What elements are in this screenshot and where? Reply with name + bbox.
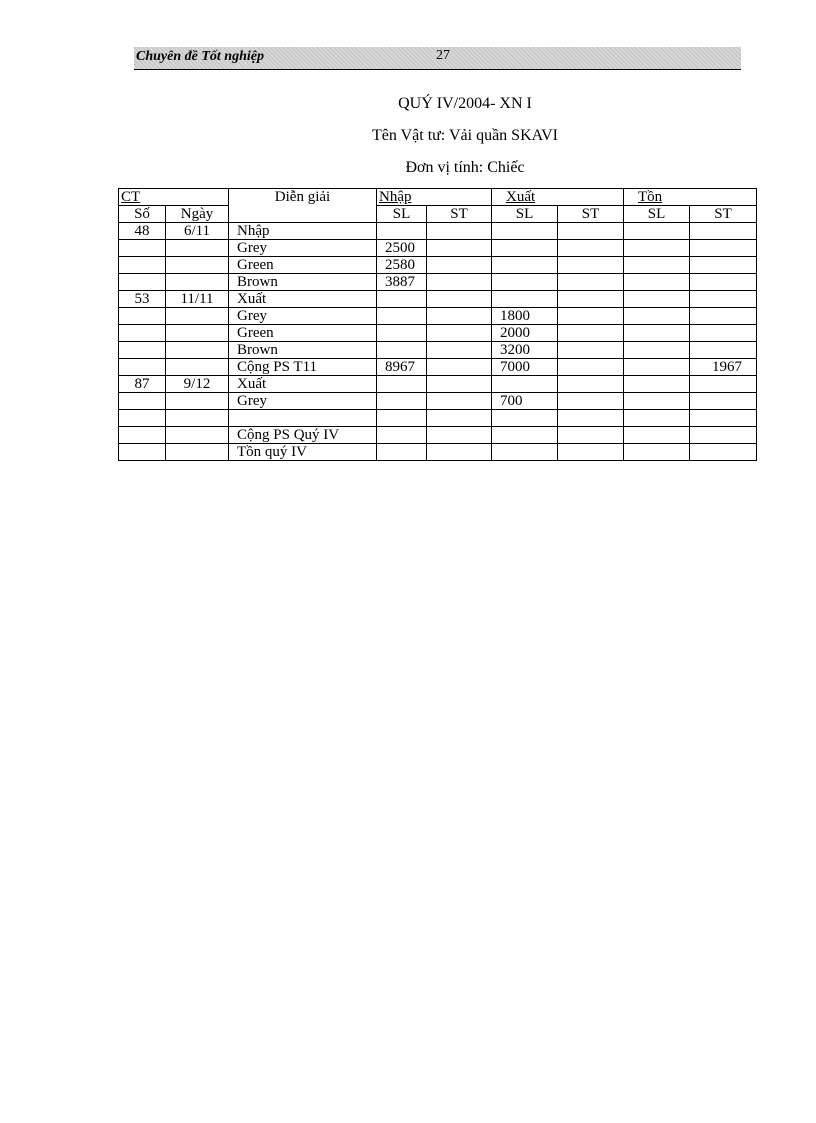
cell-ton-sl [624, 291, 690, 308]
cell-nhap-sl [377, 291, 427, 308]
cell-nhap-sl: 2580 [377, 257, 427, 274]
cell-ton-sl [624, 240, 690, 257]
cell-ton-sl [624, 444, 690, 461]
cell-xuat-st [558, 427, 624, 444]
cell-dien-giai: Grey [229, 393, 377, 410]
cell-xuat-st [558, 240, 624, 257]
cell-dien-giai: Brown [229, 342, 377, 359]
cell-ton-st [690, 240, 757, 257]
cell-xuat-st [558, 359, 624, 376]
subheader-ton-st: ST [690, 206, 757, 223]
cell-xuat-sl [492, 427, 558, 444]
table-row [119, 240, 757, 257]
cell-ton-st [690, 376, 757, 393]
cell-xuat-sl: 700 [492, 393, 558, 410]
cell-ton-st [690, 291, 757, 308]
cell-ngay: 6/11 [166, 223, 229, 240]
table-row [119, 223, 757, 240]
header-row-subcolumns [119, 206, 757, 223]
cell-xuat-sl [492, 257, 558, 274]
table-row [119, 308, 757, 325]
cell-nhap-sl [377, 342, 427, 359]
cell-nhap-st [427, 257, 492, 274]
cell-dien-giai: Nhập [229, 223, 377, 240]
cell-dien-giai: Grey [229, 308, 377, 325]
cell-ton-st [690, 274, 757, 291]
cell-ton-sl [624, 223, 690, 240]
unit-of-measure: Đơn vị tính: Chiếc [405, 159, 525, 176]
cell-ton-sl [624, 376, 690, 393]
page-header [134, 47, 741, 70]
header-xuat: Xuất [492, 189, 624, 206]
cell-nhap-sl [377, 444, 427, 461]
cell-xuat-st [558, 257, 624, 274]
cell-ngay [166, 393, 229, 410]
cell-nhap-sl [377, 376, 427, 393]
cell-dien-giai: Cộng PS T11 [229, 359, 377, 376]
cell-ton-sl [624, 393, 690, 410]
cell-ton-st [690, 444, 757, 461]
cell-nhap-st [427, 223, 492, 240]
cell-xuat-st [558, 308, 624, 325]
period-title: QUÝ IV/2004- XN I [398, 95, 532, 112]
cell-xuat-sl [492, 240, 558, 257]
cell-nhap-sl [377, 427, 427, 444]
cell-xuat-st [558, 342, 624, 359]
table-row [119, 427, 757, 444]
cell-ngay: 11/11 [166, 291, 229, 308]
cell-xuat-sl [492, 291, 558, 308]
cell-xuat-st [558, 291, 624, 308]
cell-dien-giai: Green [229, 325, 377, 342]
header-row-groups [119, 189, 757, 206]
cell-nhap-sl [377, 393, 427, 410]
cell-dien-giai: Green [229, 257, 377, 274]
cell-nhap-sl [377, 325, 427, 342]
cell-ngay [166, 325, 229, 342]
cell-nhap-st [427, 410, 492, 427]
cell-xuat-st [558, 325, 624, 342]
cell-so [119, 410, 166, 427]
cell-xuat-sl: 2000 [492, 325, 558, 342]
cell-ton-st: 1967 [690, 359, 757, 376]
cell-nhap-st [427, 393, 492, 410]
cell-ton-sl [624, 342, 690, 359]
cell-nhap-st [427, 444, 492, 461]
header-ton: Tồn [624, 189, 757, 206]
cell-dien-giai: Cộng PS Quý IV [229, 427, 377, 444]
cell-nhap-st [427, 325, 492, 342]
cell-xuat-sl [492, 376, 558, 393]
cell-xuat-st [558, 274, 624, 291]
cell-nhap-st [427, 376, 492, 393]
cell-ngay [166, 410, 229, 427]
cell-so [119, 274, 166, 291]
cell-ton-sl [624, 257, 690, 274]
cell-nhap-sl: 8967 [377, 359, 427, 376]
cell-xuat-st [558, 376, 624, 393]
cell-ngay [166, 359, 229, 376]
cell-ton-sl [624, 308, 690, 325]
cell-ton-st [690, 427, 757, 444]
cell-nhap-st [427, 308, 492, 325]
cell-ngay [166, 308, 229, 325]
cell-ngay [166, 444, 229, 461]
cell-nhap-st [427, 427, 492, 444]
subheader-ngay: Ngày [166, 206, 229, 223]
table-row [119, 257, 757, 274]
cell-dien-giai: Brown [229, 274, 377, 291]
subheader-nhap-sl: SL [377, 206, 427, 223]
table-row [119, 291, 757, 308]
cell-so: 48 [119, 223, 166, 240]
cell-dien-giai [229, 410, 377, 427]
cell-nhap-sl: 2500 [377, 240, 427, 257]
cell-ton-st [690, 342, 757, 359]
cell-so [119, 240, 166, 257]
cell-xuat-sl [492, 444, 558, 461]
cell-ton-sl [624, 427, 690, 444]
table-row [119, 359, 757, 376]
cell-nhap-st [427, 291, 492, 308]
cell-nhap-st [427, 274, 492, 291]
header-ct: CT [119, 189, 229, 206]
table-row [119, 342, 757, 359]
subheader-xuat-sl: SL [492, 206, 558, 223]
cell-ton-sl [624, 325, 690, 342]
subheader-ton-sl: SL [624, 206, 690, 223]
cell-xuat-sl: 1800 [492, 308, 558, 325]
cell-so [119, 308, 166, 325]
material-name: Tên Vật tư: Vải quần SKAVI [372, 127, 558, 144]
cell-so [119, 427, 166, 444]
cell-nhap-st [427, 342, 492, 359]
inventory-ledger-table [118, 188, 757, 461]
subheader-xuat-st: ST [558, 206, 624, 223]
subheader-nhap-st: ST [427, 206, 492, 223]
cell-ngay [166, 342, 229, 359]
cell-xuat-sl [492, 410, 558, 427]
table-row [119, 393, 757, 410]
cell-ngay: 9/12 [166, 376, 229, 393]
cell-ton-st [690, 308, 757, 325]
cell-so [119, 359, 166, 376]
cell-ngay [166, 427, 229, 444]
table-row [119, 444, 757, 461]
cell-nhap-sl: 3887 [377, 274, 427, 291]
table-row [119, 274, 757, 291]
table-row [119, 325, 757, 342]
cell-xuat-sl [492, 223, 558, 240]
cell-xuat-st [558, 223, 624, 240]
cell-dien-giai: Grey [229, 240, 377, 257]
cell-xuat-sl: 3200 [492, 342, 558, 359]
cell-nhap-sl [377, 223, 427, 240]
table-row [119, 410, 757, 427]
cell-ngay [166, 240, 229, 257]
cell-so [119, 393, 166, 410]
cell-ngay [166, 274, 229, 291]
cell-so [119, 342, 166, 359]
cell-so [119, 257, 166, 274]
cell-xuat-sl [492, 274, 558, 291]
cell-ton-st [690, 393, 757, 410]
header-dien-giai: Diễn giải [229, 189, 377, 223]
cell-dien-giai: Tồn quý IV [229, 444, 377, 461]
cell-ton-st [690, 410, 757, 427]
page-number: 27 [436, 48, 450, 63]
cell-so: 87 [119, 376, 166, 393]
cell-dien-giai: Xuất [229, 376, 377, 393]
cell-ton-sl [624, 359, 690, 376]
cell-so: 53 [119, 291, 166, 308]
cell-xuat-st [558, 393, 624, 410]
cell-ton-sl [624, 410, 690, 427]
header-nhap: Nhập [377, 189, 492, 206]
cell-nhap-st [427, 240, 492, 257]
cell-so [119, 325, 166, 342]
cell-nhap-sl [377, 308, 427, 325]
cell-nhap-st [427, 359, 492, 376]
subheader-so: Số [119, 206, 166, 223]
cell-dien-giai: Xuất [229, 291, 377, 308]
cell-ngay [166, 257, 229, 274]
cell-ton-sl [624, 274, 690, 291]
table-row [119, 376, 757, 393]
cell-ton-st [690, 223, 757, 240]
cell-xuat-sl: 7000 [492, 359, 558, 376]
cell-xuat-st [558, 410, 624, 427]
cell-so [119, 444, 166, 461]
header-title: Chuyên đề Tốt nghiệp [136, 49, 264, 64]
cell-ton-st [690, 325, 757, 342]
cell-nhap-sl [377, 410, 427, 427]
cell-ton-st [690, 257, 757, 274]
cell-xuat-st [558, 444, 624, 461]
